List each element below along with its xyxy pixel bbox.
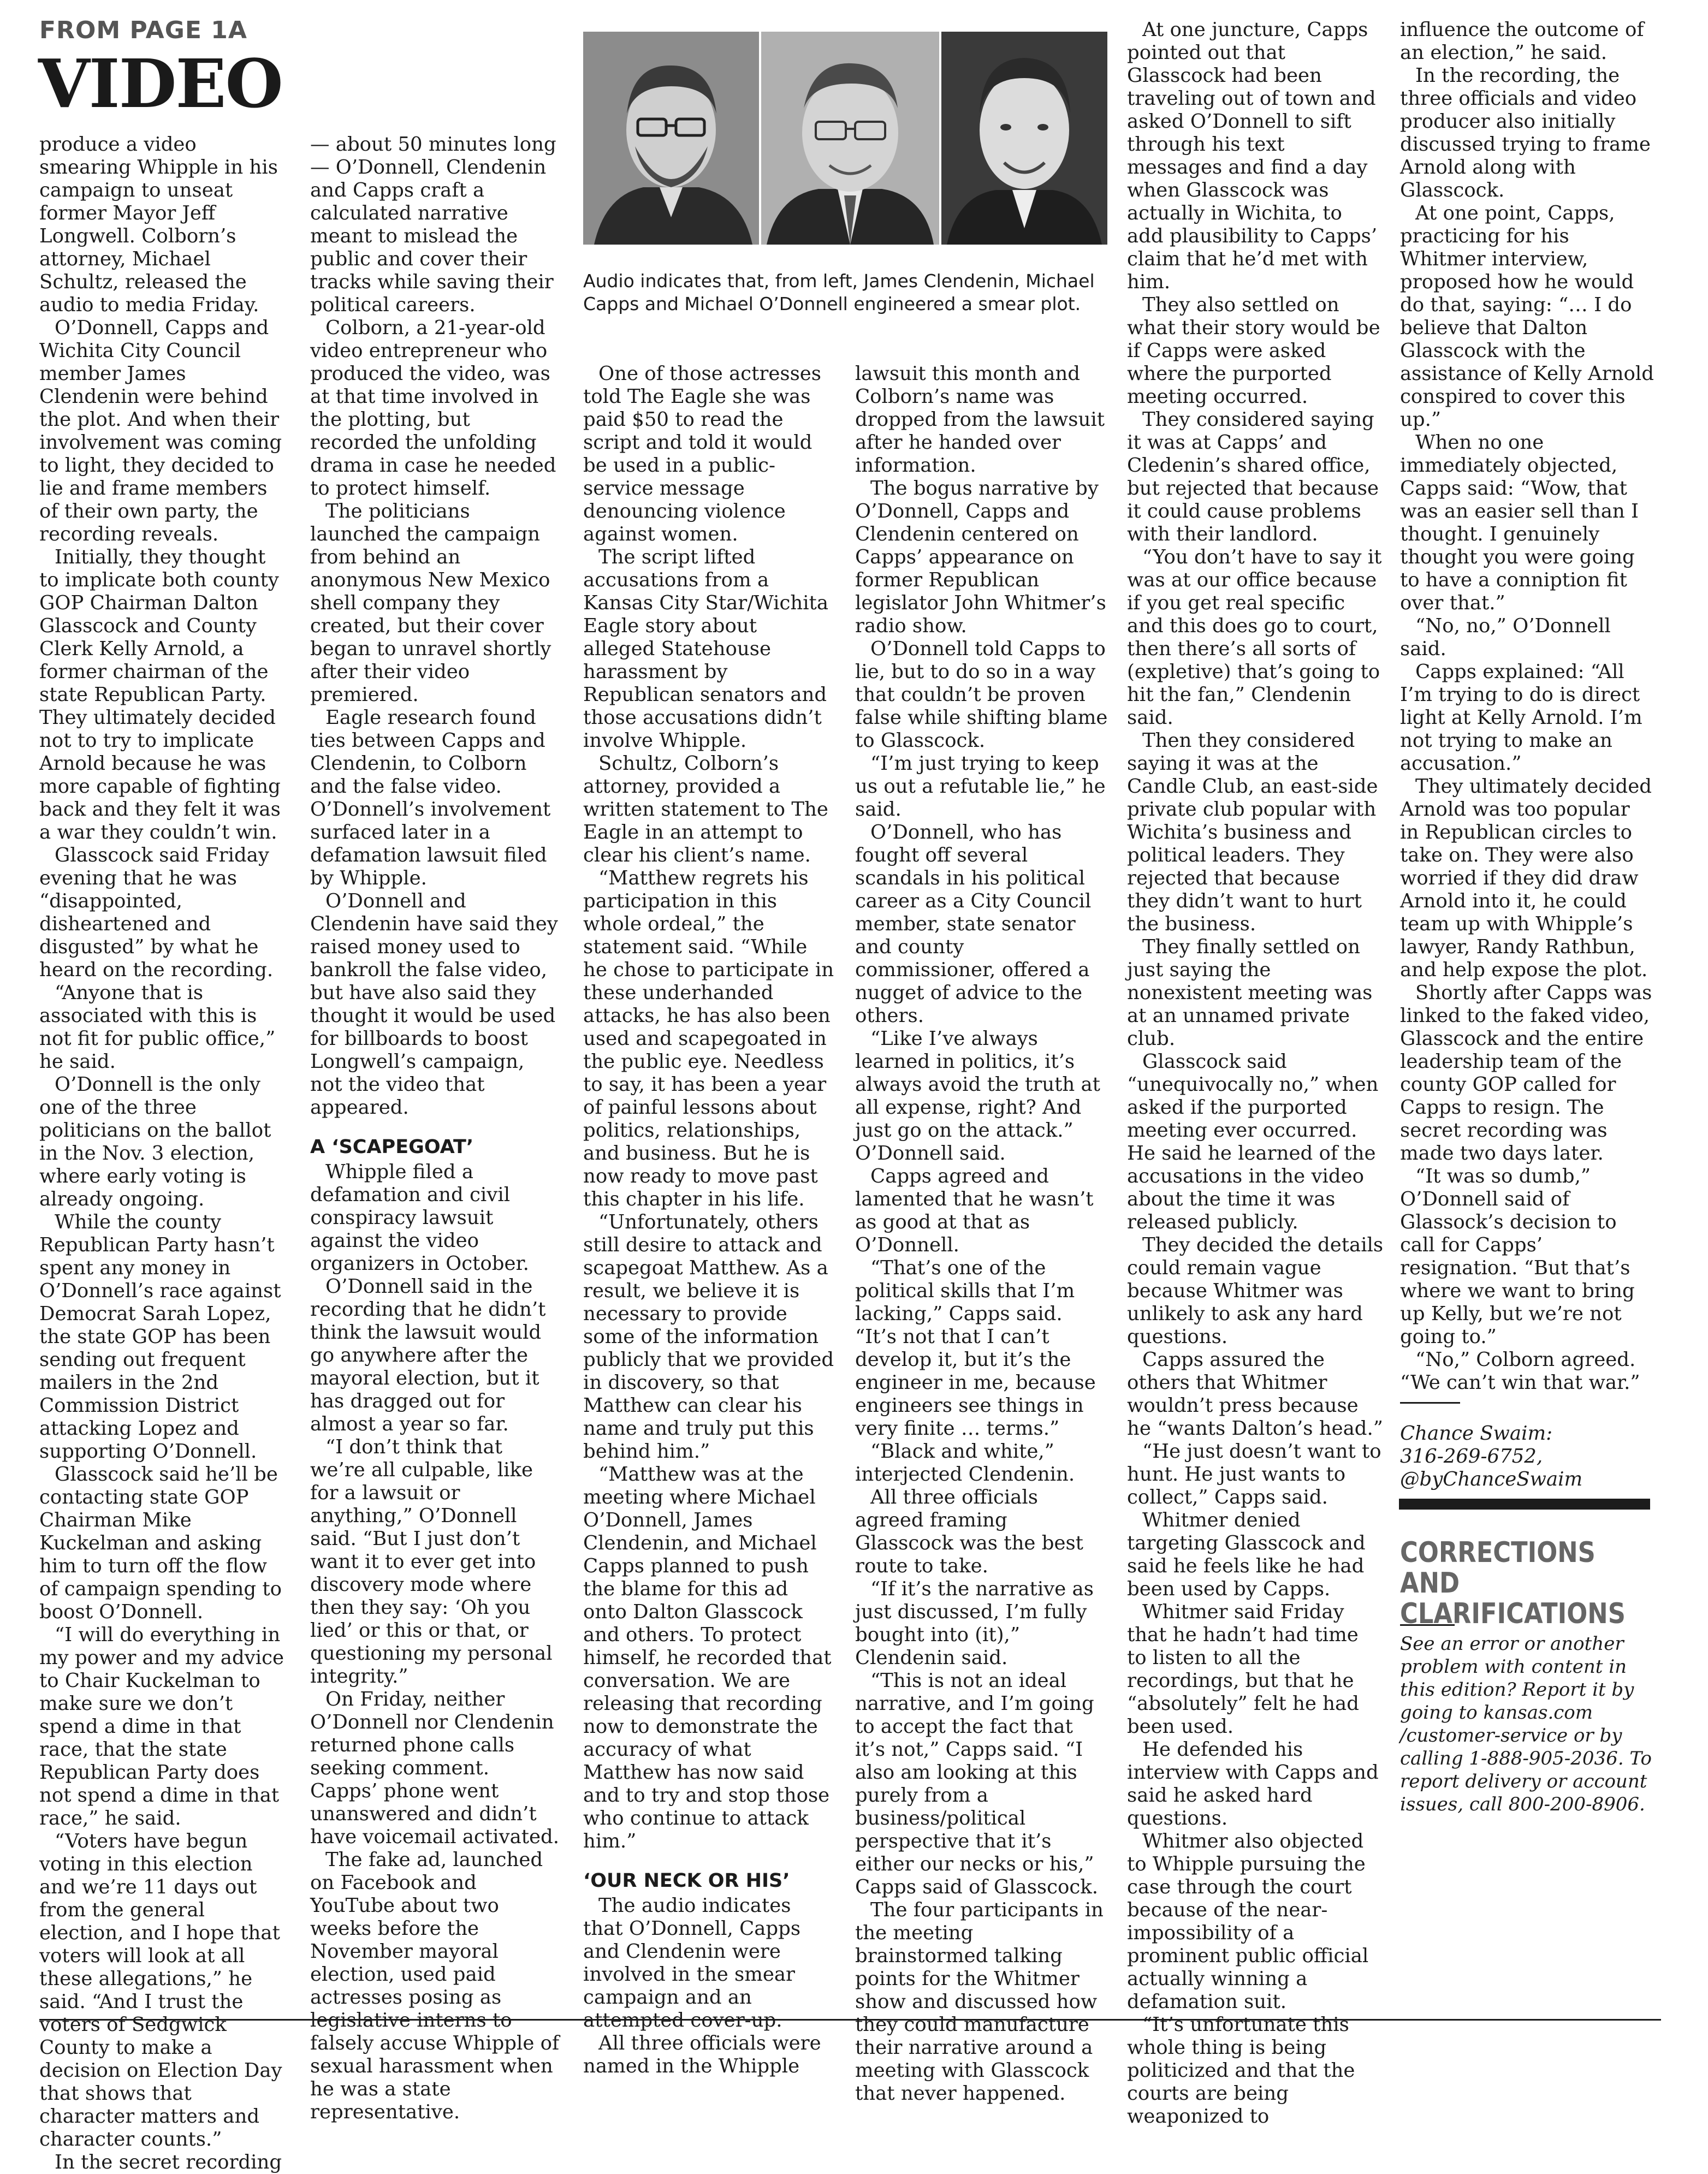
paragraph: The fake ad, launched on Facebook and YouTube about two weeks before the November mayoral election, used paid actresses posing as legislative interns to falsely accuse Whipple of sexual harassment when he was a state representative.: [310, 1849, 560, 2123]
paragraph: He defended his interview with Capps and said he asked hard questions.: [1127, 1738, 1379, 1830]
corrections-top-bar: [1399, 1499, 1650, 1510]
paragraph: Glasscock said “unequivocally no,” when asked if the purported meeting ever occurred. He said he learned of the accusations in the video about the time it was released publicly.: [1127, 1050, 1379, 1233]
paragraph: They considered saying it was at Capps’ and Cledenin’s shared office, but rejected that because it could cause problems with their landlord.: [1127, 408, 1379, 545]
paragraph: “It’s unfortunate this whole thing is being politicized and that the courts are being weaponized to: [1127, 2013, 1355, 2128]
paragraph: Schultz, Colborn’s attorney, provided a written statement to The Eagle in an attempt to clear his client’s name.: [583, 752, 828, 866]
paragraph: influence the outcome of an election,” he said.: [1400, 19, 1644, 64]
paragraph: O’Donnell, Capps and Wichita City Council member James Clendenin were behind the plot. And when their involvement was coming to light, they decided to lie and frame members of their own party, the recording reveals.: [39, 317, 282, 545]
paragraph: “This is not an ideal narrative, and I’m going to accept the fact that it’s not,” Capps said. “I also am looking at this purely from a business/political perspective that it’s either our necks or his,” Capps said of Glasscock.: [855, 1670, 1099, 1898]
paragraph: “Unfortunately, others still desire to attack and scapegoat Matthew. As a result, we believe it is necessary to provide some of the information publicly that we provided in discovery, so that Matthew can clear his name and truly put this behind him.”: [583, 1211, 834, 1463]
corrections-divider: [1400, 1624, 1455, 1626]
paragraph: “Voters have begun voting in this election and we’re 11 days out from the general election, and I hope that voters will look at all these allegations,” he said. “And I trust the voters of Sedgwick County to make a decision on Election Day that shows that character matters and character counts.”: [39, 1830, 282, 2151]
paragraph: O’Donnell, who has fought off several scandals in his political career as a City Council member, state senator and county commissioner, offered a nugget of advice to the others.: [855, 821, 1092, 1027]
paragraph: O’Donnell and Clendenin have said they raised money used to bankroll the false video, but have also said they thought it would be used for billboards to boost Longwell’s campaign, not the video that appeared.: [310, 890, 558, 1119]
paragraph: In the recording, the three officials and video producer also initially discussed trying to frame Arnold along with Glasscock.: [1400, 64, 1651, 201]
paragraph: “If it’s the narrative as just discussed, I’m fully bought into (it),” Clendenin said.: [855, 1578, 1094, 1669]
paragraph: Initially, they thought to implicate both county GOP Chairman Dalton Glasscock and County Clerk Kelly Arnold, a former chairman of the state Republican Party. They ultimately decided not to try to implicate Arnold because he was more capable of fighting back and they felt it was a war they couldn’t win.: [39, 546, 281, 844]
paragraph: “You don’t have to say it was at our office because if you get real specific and this does go to court, then there’s all sorts of (expletive) that’s going to hit the fan,” Clendenin said.: [1127, 546, 1382, 729]
paragraph: “Matthew was at the meeting where Michael O’Donnell, James Clendenin, and Michael Capps planned to push the blame for this ad onto Dalton Glasscock and others. To protect himself, he recorded that conversation. We are releasing that recording now to demonstrate the accuracy of what Matthew has now said and to try and stop those who continue to attack him.”: [583, 1463, 832, 1852]
photo-odonnell: [941, 32, 1107, 245]
paragraph: Capps explained: “All I’m trying to do is direct light at Kelly Arnold. I’m not trying to make an accusation.”: [1400, 661, 1642, 775]
paragraph: At one juncture, Capps pointed out that Glasscock had been traveling out of town and asked O’Donnell to sift through his text messages and find a day when Glasscock was actually in Wichita, to add plausibility to Capps’ claim that he’d met with him.: [1127, 19, 1378, 293]
paragraph: The politicians launched the campaign from behind an anonymous New Mexico shell company they created, but their cover began to unravel shortly after their video premiered.: [310, 500, 551, 706]
paragraph: lawsuit this month and Colborn’s name was dropped from the lawsuit after he handed over information.: [855, 363, 1105, 477]
photo-clendenin: [583, 32, 759, 245]
paragraph: When no one immediately objected, Capps said: “Wow, that was an easier sell than I thought. I genuinely thought you were going to have a conniption fit over that.”: [1400, 431, 1639, 614]
paragraph: “I will do everything in my power and my advice to Chair Kuckelman to make sure we don’t spend a dime in that race, that the state Republican Party does not spend a dime in that race,” he said.: [39, 1624, 284, 1830]
paragraph: Glasscock said he’ll be contacting state GOP Chairman Mike Kuckelman and asking him to turn off the flow of campaign spending to boost O’Donnell.: [39, 1463, 282, 1623]
paragraph: “Like I’ve always learned in politics, it’s always avoid the truth at all expense, right? And just go on the attack.” O’Donnell said.: [855, 1027, 1100, 1165]
paragraph: “Anyone that is associated with this is not fit for public office,” he said.: [39, 982, 276, 1073]
paragraph: The audio indicates that O’Donnell, Capps and Clendenin were involved in the smear campaign and an attempted cover-up.: [583, 1894, 801, 2032]
paragraph: Glasscock said Friday evening that he was “disappointed, disheartened and disgusted” by what he heard on the recording.: [39, 844, 274, 981]
paragraph: At one point, Capps, practicing for his Whitmer interview, proposed how he would do that, saying: “… I do believe that Dalton Glasscock with the assistance of Kelly Arnold conspired to cover this up.”: [1400, 202, 1654, 431]
corrections-body: See an error or another problem with content in this edition? Report it by going to kansas.com /customer-service or by calling 1-888-905-2036. To report delivery or account issues, call 800-200-8906.: [1400, 1633, 1652, 1815]
article-column-6: [1400, 19, 1654, 1490]
subheading-our-neck-or-his: ‘OUR NECK OR HIS’: [583, 1870, 790, 1892]
paragraph: Colborn, a 21-year-old video entrepreneur who produced the video, was at that time involved in the plotting, but recorded the unfolding drama in case he needed to protect himself.: [310, 317, 556, 500]
paragraph: “I’m just trying to keep us out a refutable lie,” he said.: [855, 752, 1106, 821]
paragraph: Eagle research found ties between Capps and Clendenin, to Colborn and the false video. O’Donnell’s involvement surfaced later in a defamation lawsuit filed by Whipple.: [310, 706, 551, 889]
photo-caption: Audio indicates that, from left, James Clendenin, Michael Capps and Michael O’Donnell engineered a smear plot.: [583, 270, 1095, 314]
paragraph: Whitmer also objected to Whipple pursuing the case through the court because of the near-impossibility of a prominent public official actually winning a defamation suit.: [1127, 1830, 1369, 2013]
paragraph: All three officials were named in the Whipple: [583, 2032, 821, 2077]
paragraph: O’Donnell said in the recording that he didn’t think the lawsuit would go anywhere after the mayoral election, but it has dragged out for almost a year so far.: [310, 1275, 546, 1435]
paragraph: One of those actresses told The Eagle she was paid $50 to read the script and told it would be used in a public-service message denouncing violence against women.: [583, 363, 822, 545]
paragraph: On Friday, neither O’Donnell nor Clendenin returned phone calls seeking comment. Capps’ phone went unanswered and didn’t have voicemail activated.: [310, 1688, 560, 1848]
article-column-2: [310, 133, 560, 2123]
paragraph: — about 50 minutes long — O’Donnell, Clendenin and Capps craft a calculated narrative meant to mislead the public and cover their tracks while saving their political careers.: [310, 133, 556, 316]
paragraph: They ultimately decided Arnold was too popular in Republican circles to take on. They were also worried if they did draw Arnold into it, he could team up with Whipple’s lawyer, Randy Rathbun, and help expose the plot.: [1400, 775, 1652, 981]
paragraph: “No,” Colborn agreed. “We can’t win that war.”: [1400, 1349, 1640, 1394]
paragraph: produce a video smearing Whipple in his campaign to unseat former Mayor Jeff Longwell. Colborn’s attorney, Michael Schultz, released the audio to media Friday.: [39, 133, 278, 316]
paragraph: In the secret recording: [55, 2151, 282, 2173]
article-column-5: [1127, 19, 1384, 2128]
paragraph: “Matthew regrets his participation in this whole ordeal,” the statement said. “While he chose to participate in these underhanded attacks, he has also been used and scapegoated in the public eye. Needless to say, it has been a year of painful lessons about politics, relationships, and business. But he is now ready to move past this chapter in his life.: [583, 867, 834, 1210]
paragraph: All three officials agreed framing Glasscock was the best route to take.: [855, 1486, 1083, 1577]
article-column-3: [583, 363, 834, 2077]
article-column-4: [855, 363, 1108, 2105]
paragraph: “It was so dumb,” O’Donnell said of Glassock’s decision to call for Capps’ resignation. “But that’s where we want to bring up Kelly, but we’re not going to.”: [1400, 1165, 1635, 1348]
corrections-title: CORRECTIONS AND CLARIFICATIONS: [1400, 1536, 1626, 1630]
paragraph: The four participants in the meeting brainstormed talking points for the Whitmer show and discussed how they could manufacture their narrative around a meeting with Glasscock that never happened.: [855, 1899, 1104, 2105]
paragraph: Whitmer said Friday that he hadn’t had time to listen to all the recordings, but that he “absolutely” felt he had been used.: [1127, 1601, 1359, 1738]
paragraph: Capps assured the others that Whitmer wouldn’t press because he “wants Dalton’s head.”: [1127, 1349, 1383, 1440]
paragraph: “No, no,” O’Donnell said.: [1400, 615, 1611, 660]
paragraph: They finally settled on just saying the nonexistent meeting was at an unnamed private club.: [1127, 936, 1373, 1050]
paragraph: “He just doesn’t want to hunt. He just wants to collect,” Capps said.: [1127, 1440, 1381, 1508]
paragraph: They also settled on what their story would be if Capps were asked where the purported meeting occurred.: [1127, 294, 1380, 408]
paragraph: The script lifted accusations from a Kansas City Star/Wichita Eagle story about alleged Statehouse harassment by Republican senators and those accusations didn’t involve Whipple.: [583, 546, 828, 752]
byline-name: Chance Swaim:: [1400, 1422, 1553, 1445]
paragraph: “I don’t think that we’re all culpable, like for a lawsuit or anything,” O’Donnell said. “But I just don’t want it to ever get into discovery mode where then they say: ‘Oh you lied’ or this or that, or questioning my personal integrity.”: [310, 1436, 553, 1688]
paragraph: Then they considered saying it was at the Candle Club, an east-side private club popular with Wichita’s business and political leaders. They rejected that because they didn’t want to hurt the business.: [1127, 729, 1378, 935]
byline-phone: 316-269-6752,: [1400, 1445, 1543, 1468]
byline-divider: [1400, 1402, 1460, 1404]
page-bottom-rule: [39, 2019, 1661, 2021]
section-kicker: FROM PAGE 1A: [39, 16, 247, 44]
paragraph: Shortly after Capps was linked to the faked video, Glasscock and the entire leadership team of the county GOP called for Capps to resign. The secret recording was made two days later.: [1400, 982, 1652, 1165]
article-column-1: [39, 133, 286, 2173]
subheading-scapegoat: A ‘SCAPEGOAT’: [310, 1136, 474, 1158]
paragraph: While the county Republican Party hasn’t spent any money in O’Donnell’s race against Democrat Sarah Lopez, the state GOP has been sending out frequent mailers in the 2nd Commission District attacking Lopez and supporting O’Donnell.: [39, 1211, 281, 1463]
paragraph: Capps agreed and lamented that he wasn’t as good at that as O’Donnell.: [855, 1165, 1094, 1256]
byline-handle: @byChanceSwaim: [1400, 1468, 1583, 1490]
paragraph: Whitmer denied targeting Glasscock and said he feels like he had been used by Capps.: [1127, 1509, 1366, 1600]
headline: VIDEO: [38, 44, 282, 123]
photo-capps: [761, 32, 939, 245]
paragraph: O’Donnell told Capps to lie, but to do so in a way that couldn’t be proven false while shifting blame to Glasscock.: [855, 638, 1108, 752]
paragraph: Whipple filed a defamation and civil conspiracy lawsuit against the video organizers in October.: [310, 1161, 529, 1275]
paragraph: “Black and white,” interjected Clendenin.: [855, 1440, 1075, 1486]
paragraph: “That’s one of the political skills that I’m lacking,” Capps said. “It’s not that I can’t develop it, but it’s the engineer in me, because engineers see things in very finite … terms.”: [855, 1257, 1096, 1440]
paragraph: The bogus narrative by O’Donnell, Capps and Clendenin centered on Capps’ appearance on former Republican legislator John Whitmer’s radio show.: [855, 477, 1106, 637]
paragraph: O’Donnell is the only one of the three politicians on the ballot in the Nov. 3 election, where early voting is already ongoing.: [39, 1073, 271, 1210]
paragraph: They decided the details could remain vague because Whitmer was unlikely to ask any hard questions.: [1127, 1234, 1384, 1348]
